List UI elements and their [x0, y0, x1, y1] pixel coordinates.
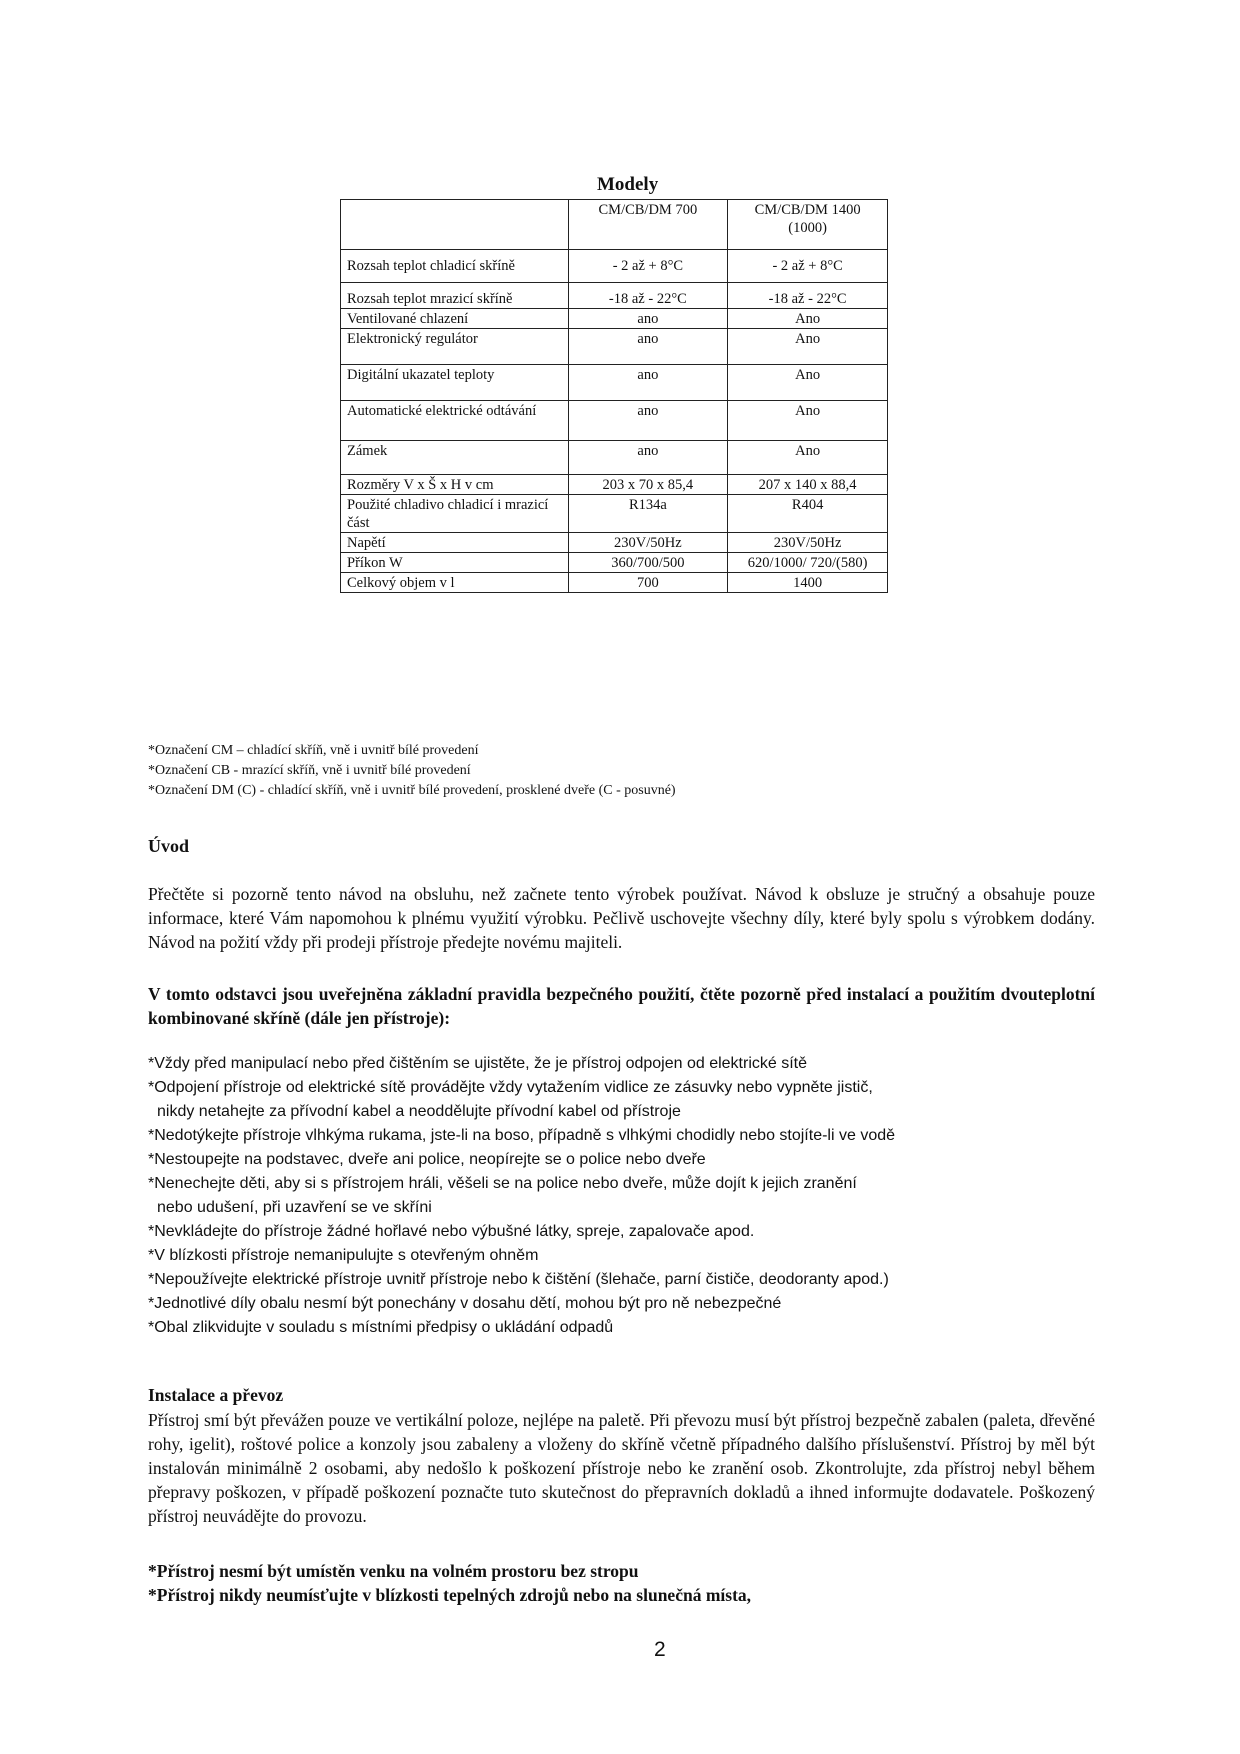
- table-row: [341, 309, 888, 329]
- intro-heading: Úvod: [148, 836, 190, 856]
- safety-rules-list: [148, 1052, 1108, 1340]
- row-value-700: -18 až - 22°C: [568, 283, 728, 309]
- row-label: Celkový objem v l: [341, 573, 569, 593]
- safety-rule: *Nevkládejte do přístroje žádné hořlavé nebo výbušné látky, spreje, zapalovače apod.: [148, 1223, 755, 1240]
- row-label: Příkon W: [341, 553, 569, 573]
- row-value-1400: -18 až - 22°C: [728, 283, 888, 309]
- page-number: 2: [654, 1638, 666, 1661]
- intro-paragraph: Přečtěte si pozorně tento návod na obsluhu, než začnete tento výrobek používat. Návod k obsluze je stručný a obsahuje pouze informace, které Vám napomohou k plnému využití výrobku. Pečlivě uschovejte všechny díly, které byly spolu s výrobkem dodány. Návod na požití vždy při prodeji přístroje předejte novému majiteli.: [148, 884, 1095, 952]
- installation-paragraph: Přístroj smí být převážen pouze ve vertikální poloze, nejlépe na paletě. Při převozu musí být přístroj bezpečně zabalen (paleta, dřevěné rohy, igelit), roštové police a konzoly jsou zabaleny a vloženy do skříně včetně případného dalšího příslušenství. Přístroj by měl být instalován minimálně 2 osobami, aby nedošlo k poškození přístroje nebo ke zranění osob. Zkontrolujte, zda přístroj nebyl během přepravy poškozen, v případě poškození poznačte tuto skutečnost do přepravních dokladů a ihned informujte dodavatele. Poškozený přístroj neuvádějte do provozu.: [148, 1410, 1095, 1526]
- footnote: *Označení CB - mrazící skříň, vně i uvnitř bílé provedení: [148, 763, 471, 778]
- row-value-1400: 207 x 140 x 88,4: [728, 475, 888, 495]
- row-label: Použité chladivo chladicí i mrazicí část: [341, 495, 569, 533]
- row-value-1400: Ano: [728, 365, 888, 401]
- row-value-700: 360/700/500: [568, 553, 728, 573]
- safety-rule: *Nedotýkejte přístroje vlhkýma rukama, jste-li na boso, případně s vlhkými chodidly nebo stojíte-li ve vodě: [148, 1127, 896, 1144]
- header-empty-cell: [341, 200, 569, 250]
- row-value-700: ano: [568, 401, 728, 441]
- row-label: Napětí: [341, 533, 569, 553]
- safety-rule-continuation: nikdy netahejte za přívodní kabel a neoddělujte přívodní kabel od přístroje: [157, 1103, 681, 1120]
- installation-warning: *Přístroj nesmí být umístěn venku na volném prostoru bez stropu: [148, 1561, 639, 1581]
- header-model-700: CM/CB/DM 700: [568, 200, 728, 250]
- safety-rule: *Nepoužívejte elektrické přístroje uvnitř přístroje nebo k čištění (šlehače, parní čističe, deodoranty apod.): [148, 1271, 889, 1288]
- row-value-700: 700: [568, 573, 728, 593]
- row-value-700: ano: [568, 309, 728, 329]
- row-label: Elektronický regulátor: [341, 329, 569, 365]
- row-value-700: R134a: [568, 495, 728, 533]
- installation-warnings: [148, 1559, 751, 1607]
- row-label: Automatické elektrické odtávání: [341, 401, 569, 441]
- safety-rule: *Obal zlikvidujte v souladu s místními předpisy o ukládání odpadů: [148, 1319, 614, 1336]
- safety-rule: *Vždy před manipulací nebo před čištěním se ujistěte, že je přístroj odpojen od elektrické sítě: [148, 1055, 808, 1072]
- row-label: Ventilované chlazení: [341, 309, 569, 329]
- table-title: Modely: [597, 174, 659, 195]
- row-value-700: 203 x 70 x 85,4: [568, 475, 728, 495]
- table-row: [341, 533, 888, 553]
- row-value-700: ano: [568, 365, 728, 401]
- header-model-1400: CM/CB/DM 1400 (1000): [728, 200, 888, 250]
- row-value-700: 230V/50Hz: [568, 533, 728, 553]
- row-value-1400: 230V/50Hz: [728, 533, 888, 553]
- row-value-1400: 620/1000/ 720/(580): [728, 553, 888, 573]
- row-value-1400: - 2 až + 8°C: [728, 250, 888, 283]
- row-value-1400: Ano: [728, 441, 888, 475]
- safety-rule: *Nenechejte děti, aby si s přístrojem hráli, věšeli se na police nebo dveře, může dojít k jejich zranění: [148, 1175, 857, 1192]
- row-value-1400: Ano: [728, 329, 888, 365]
- models-table: [340, 199, 888, 593]
- table-row: [341, 475, 888, 495]
- table-row: [341, 329, 888, 365]
- installation-warning: *Přístroj nikdy neumísťujte v blízkosti tepelných zdrojů nebo na slunečná místa,: [148, 1585, 752, 1605]
- safety-rule: *Nestoupejte na podstavec, dveře ani police, neopírejte se o police nebo dveře: [148, 1151, 706, 1168]
- footnote: *Označení CM – chladící skříň, vně i uvnitř bílé provedení: [148, 743, 479, 758]
- safety-rule: *Jednotlivé díly obalu nesmí být ponechány v dosahu dětí, mohou být pro ně nebezpečné: [148, 1295, 782, 1312]
- safety-rule: *V blízkosti přístroje nemanipulujte s otevřeným ohněm: [148, 1247, 539, 1264]
- row-label: Zámek: [341, 441, 569, 475]
- safety-rule: *Odpojení přístroje od elektrické sítě provádějte vždy vytažením vidlice ze zásuvky nebo vypněte jistič,: [148, 1079, 873, 1096]
- safety-rule-continuation: nebo udušení, při uzavření se ve skříni: [157, 1199, 432, 1216]
- table-row: [341, 573, 888, 593]
- table-row: [341, 250, 888, 283]
- row-label: Rozsah teplot chladicí skříně: [341, 250, 569, 283]
- model-footnotes: [148, 741, 676, 801]
- row-value-700: - 2 až + 8°C: [568, 250, 728, 283]
- table-header-row: [341, 200, 888, 250]
- table-row: [341, 495, 888, 533]
- table-row: [341, 283, 888, 309]
- row-value-1400: R404: [728, 495, 888, 533]
- table-row: [341, 441, 888, 475]
- row-value-1400: 1400: [728, 573, 888, 593]
- row-value-1400: Ano: [728, 401, 888, 441]
- row-value-700: ano: [568, 441, 728, 475]
- row-value-1400: Ano: [728, 309, 888, 329]
- installation-heading: Instalace a převoz: [148, 1385, 284, 1405]
- row-value-700: ano: [568, 329, 728, 365]
- row-label: Rozměry V x Š x H v cm: [341, 475, 569, 495]
- safety-heading: V tomto odstavci jsou uveřejněna základní pravidla bezpečného použití, čtěte pozorně před instalací a použitím dvouteplotní kombinované skříně (dále jen přístroje):: [148, 984, 1095, 1028]
- table-row: [341, 553, 888, 573]
- footnote: *Označení DM (C) - chladící skříň, vně i uvnitř bílé provedení, prosklené dveře (C - posuvné): [148, 783, 676, 798]
- table-row: [341, 401, 888, 441]
- table-row: [341, 365, 888, 401]
- row-label: Rozsah teplot mrazicí skříně: [341, 283, 569, 309]
- row-label: Digitální ukazatel teploty: [341, 365, 569, 401]
